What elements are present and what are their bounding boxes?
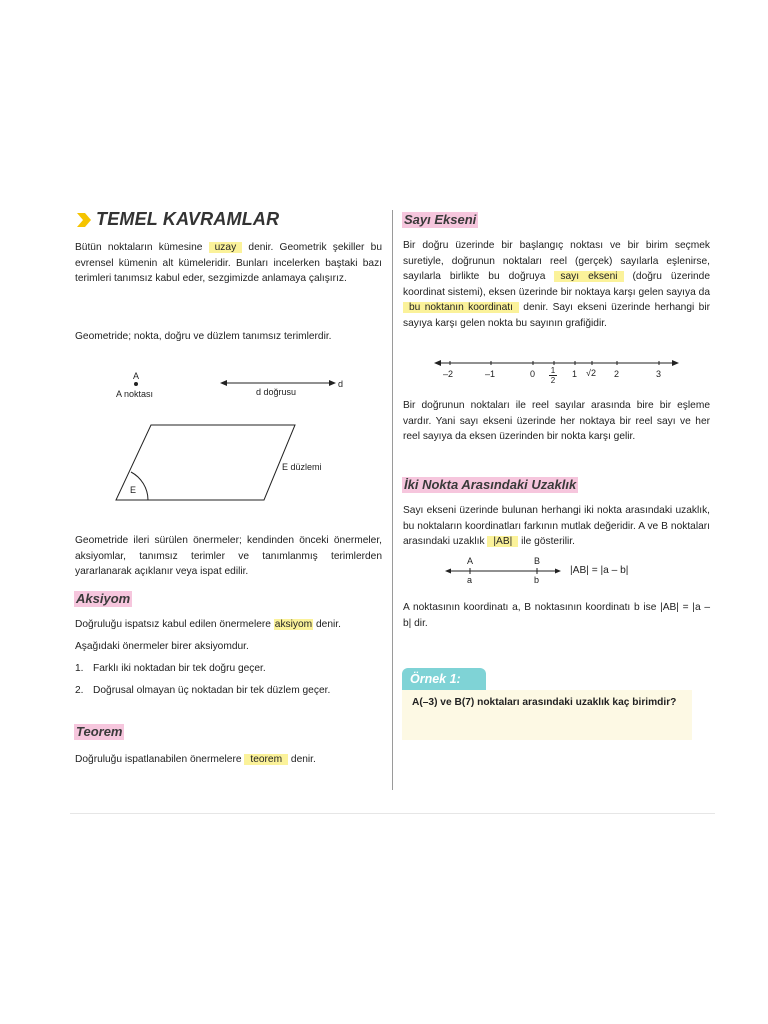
aksiyom-def-text-1: Doğruluğu ispatsız kabul edilen önermelere xyxy=(75,619,271,630)
example-box xyxy=(402,690,692,740)
sayi-ekseni-text-1: Bir doğru üzerinde bir başlangıç noktası ve bir birim seçmek suretiyle, doğrunun noktaları reel (gerçek) sayılarla eşlenirse, sayılarla birlikte bu doğruya xyxy=(403,240,710,282)
number-line-figure xyxy=(430,355,685,375)
footer-divider xyxy=(70,813,715,814)
axis-label-3: 3 xyxy=(656,369,662,379)
list-item-number: 1. xyxy=(75,663,84,674)
column-divider xyxy=(392,210,393,790)
distance-formula: |AB| = |a – b| xyxy=(570,565,629,576)
distance-paragraph: A noktasının koordinatı a, B noktasının koordinatı b ise |AB| = |a – b| dir. xyxy=(403,602,710,629)
bijection-paragraph: Bir doğrunun noktaları ile reel sayılar arasında bire bir eşleme vardır. Yani sayı ekseni üzerinde her noktaya bir reel sayı ve her reel sayıya da eksen üzerinden bir nokta karşı gelir. xyxy=(403,400,710,442)
plane-e-corner-label: E xyxy=(130,485,137,495)
chevron-right-icon xyxy=(76,212,92,228)
list-item xyxy=(75,683,382,705)
point-a-label: A noktası xyxy=(116,389,154,399)
example-question: A(–3) ve B(7) noktaları arasındaki uzaklık kaç birimdir? xyxy=(412,697,677,708)
teorem-definition xyxy=(75,752,382,768)
aksiyom-list xyxy=(75,661,382,705)
highlight-sayi-ekseni: sayı ekseni xyxy=(554,271,623,282)
sayi-ekseni-text-2: (doğru üzerinde koordinat sistemi), eksen üzerinde bir noktaya karşı gelen sayıya da xyxy=(403,271,711,298)
uzaklik-text-2: ile gösterilir. xyxy=(521,536,575,547)
axis-label-1: 1 xyxy=(572,369,578,379)
axis-label-0: 0 xyxy=(530,369,536,379)
sayi-ekseni-text-3: denir. Sayı ekseni üzerinde herhangi bir sayıya karşı gelen nokta bu sayının grafiğidir. xyxy=(403,302,710,329)
distance-label-a: a xyxy=(467,575,473,585)
uzaklik-heading: İki Nokta Arasındaki Uzaklık xyxy=(404,477,577,492)
aksiyom-list-intro: Aşağıdaki önermeler birer aksiyomdur. xyxy=(75,641,249,652)
basic-terms-figure xyxy=(100,365,360,510)
intro-text-1: Bütün noktaların kümesine xyxy=(75,242,203,253)
distance-arrow-right xyxy=(555,569,561,574)
uzaklik-paragraph xyxy=(403,503,710,550)
teorem-def-text-1: Doğruluğu ispatlanabilen önermelere xyxy=(75,754,242,765)
example-tab: Örnek 1: xyxy=(402,668,486,690)
line-d-arrow-left xyxy=(220,380,227,386)
aksiyom-definition xyxy=(75,617,382,633)
distance-arrow-left xyxy=(445,569,451,574)
line-d-label: d doğrusu xyxy=(256,387,297,397)
aksiyom-heading: Aksiyom xyxy=(76,591,131,606)
uzaklik-text-1: Sayı ekseni üzerinde bulunan herhangi iki nokta arasındaki uzaklık, bu noktaların koordinatları farkının mutlak değeridir. A ve B noktaları arasındaki uzaklık xyxy=(403,505,710,547)
teorem-heading: Teorem xyxy=(76,724,123,739)
number-line-arrow-left xyxy=(434,360,441,366)
point-a-dot xyxy=(134,382,138,386)
distance-figure xyxy=(444,563,564,579)
number-line-arrow-right xyxy=(672,360,679,366)
page-title: TEMEL KAVRAMLAR xyxy=(96,209,280,229)
highlight-uzay: uzay xyxy=(209,242,243,253)
aksiyom-def-text-2: denir. xyxy=(316,619,341,630)
highlight-ab: |AB| xyxy=(487,536,518,547)
undefined-terms-text: Geometride; nokta, doğru ve düzlem tanımsız terimlerdir. xyxy=(75,331,332,342)
list-item-text: Doğrusal olmayan üç noktadan bir tek düzlem geçer. xyxy=(93,685,331,696)
distance-label-A: A xyxy=(467,556,474,566)
intro-text-2: denir. Geometrik şekiller bu evrensel kümenin alt kümeleridir. Bunları incelerken baştaki bazı terimleri tanımsız kabul eder, sezgimizde anlamaya çalışırız. xyxy=(75,242,383,284)
sayi-ekseni-heading: Sayı Ekseni xyxy=(404,212,477,227)
distance-label-B: B xyxy=(534,556,541,566)
distance-label-b: b xyxy=(534,575,540,585)
axis-label-half xyxy=(549,366,557,385)
half-denominator: 2 xyxy=(550,376,556,385)
axis-label-sqrt2: √2 xyxy=(586,368,596,378)
intro-paragraph xyxy=(75,240,382,287)
list-item-text: Farklı iki noktadan bir tek doğru geçer. xyxy=(93,663,266,674)
list-item xyxy=(75,661,382,683)
highlight-koordinat: bu noktanın koordinatı xyxy=(403,302,519,313)
half-numerator: 1 xyxy=(550,366,556,375)
line-d-arrow-right xyxy=(329,380,336,386)
sayi-ekseni-paragraph xyxy=(403,238,710,331)
plane-e-shape xyxy=(116,425,295,500)
plane-e-label: E düzlemi xyxy=(282,462,322,472)
point-a-letter: A xyxy=(133,371,140,381)
axis-label-2: 2 xyxy=(614,369,620,379)
axis-label-minus1: –1 xyxy=(485,369,496,379)
highlight-teorem: teorem xyxy=(244,754,288,765)
propositions-paragraph: Geometride ileri sürülen önermeler; kendinden önceki önermeler, aksiyomlar, tanımsız terimler ve tanımlanmış terimlerden yararlanarak açıklanır veya ispat edilir. xyxy=(75,535,382,577)
list-item-number: 2. xyxy=(75,685,84,696)
line-d-end-label: d xyxy=(338,379,344,389)
teorem-def-text-2: denir. xyxy=(290,754,316,765)
axis-label-minus2: –2 xyxy=(443,369,454,379)
highlight-aksiyom: aksiyom xyxy=(274,619,313,630)
